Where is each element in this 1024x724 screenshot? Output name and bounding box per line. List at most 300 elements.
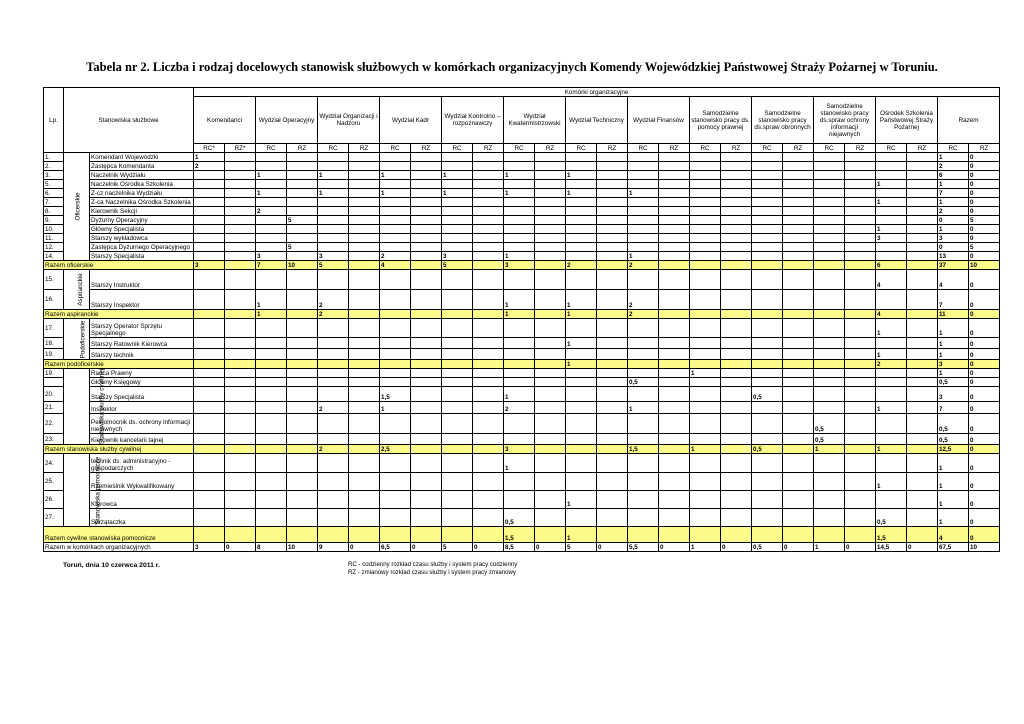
value-cell [721,153,752,162]
value-cell [349,198,380,207]
value-cell [597,491,628,509]
value-cell [783,527,814,543]
value-cell [628,387,659,402]
value-cell [442,162,473,171]
value-cell: 0 [969,402,1000,414]
staffing-table [43,87,1000,552]
value-cell [504,225,535,234]
value-cell: 7 [256,261,287,270]
value-cell [380,198,411,207]
position-name: Zastępca Komendanta [90,162,194,171]
value-cell [752,153,783,162]
value-cell [380,225,411,234]
value-cell [535,180,566,189]
value-cell [349,402,380,414]
value-cell [256,369,287,378]
value-cell [566,434,597,445]
col-header-lp: Lp. [44,88,64,153]
sum-row [44,261,1000,270]
value-cell [225,252,256,261]
value-cell [721,527,752,543]
value-cell [380,310,411,319]
value-cell [783,454,814,473]
value-cell [287,207,318,216]
lp-cell: 21. [44,402,64,414]
col-header-unit: Samodzielne stanowisko pracy ds.spraw obronnych [752,97,814,144]
value-cell [690,349,721,360]
value-cell [442,349,473,360]
value-cell [690,216,721,225]
value-cell [225,360,256,369]
col-header-unit: Wydział Finansów [628,97,690,144]
value-cell [659,319,690,338]
value-cell: 1 [876,473,907,491]
value-cell [349,216,380,225]
value-cell [256,216,287,225]
position-name: Pełnomocnik ds. ochrony informacji niejawnych [90,414,194,434]
value-cell [318,198,349,207]
value-cell [907,509,938,527]
position-name: Starszy Inspektor [90,290,194,310]
value-cell [256,234,287,243]
value-cell [783,261,814,270]
value-cell [380,319,411,338]
table-row [44,338,1000,349]
value-cell [225,349,256,360]
value-cell: 0 [969,454,1000,473]
lp-cell: 27. [44,509,64,527]
lp-cell: 14. [44,252,64,261]
value-cell [535,171,566,180]
value-cell [535,338,566,349]
table-row [44,243,1000,252]
value-cell [473,454,504,473]
col-header-sub: RZ [783,144,814,153]
sum-label: Razem podoficerskie [44,360,194,369]
value-cell [721,252,752,261]
value-cell [442,434,473,445]
value-cell [845,252,876,261]
value-cell [721,445,752,454]
value-cell [597,319,628,338]
value-cell [380,491,411,509]
value-cell [628,162,659,171]
col-header-sub: RZ [287,144,318,153]
value-cell [907,207,938,216]
value-cell [411,491,442,509]
value-cell [566,414,597,434]
value-cell [411,198,442,207]
value-cell: 1 [442,189,473,198]
value-cell [256,349,287,360]
value-cell [287,527,318,543]
value-cell: 5 [287,243,318,252]
value-cell [752,434,783,445]
value-cell [907,290,938,310]
value-cell [535,378,566,387]
value-cell [504,360,535,369]
value-cell: 0 [969,445,1000,454]
value-cell [814,378,845,387]
value-cell [473,378,504,387]
value-cell [845,473,876,491]
value-cell [194,349,225,360]
value-cell [318,207,349,216]
value-cell [411,527,442,543]
value-cell [287,378,318,387]
value-cell: 1 [504,252,535,261]
value-cell [845,225,876,234]
position-name: Naczelnik Wydziału [90,171,194,180]
value-cell [194,369,225,378]
value-cell [628,198,659,207]
value-cell [442,198,473,207]
total-label: Razem w komórkach organizacyjnych [44,543,194,552]
value-cell [535,445,566,454]
value-cell [659,414,690,434]
value-cell: 2 [194,162,225,171]
value-cell [473,216,504,225]
value-cell: 0,5 [938,414,969,434]
table-row [44,216,1000,225]
value-cell [256,491,287,509]
value-cell [845,360,876,369]
value-cell [597,162,628,171]
value-cell [473,310,504,319]
value-cell [349,180,380,189]
value-cell [287,414,318,434]
value-cell [721,402,752,414]
value-cell: 6 [876,261,907,270]
value-cell: 1 [566,491,597,509]
value-cell: 1,5 [504,527,535,543]
value-cell [659,290,690,310]
value-cell [721,378,752,387]
value-cell [225,310,256,319]
value-cell [380,509,411,527]
value-cell [659,445,690,454]
value-cell [752,378,783,387]
value-cell [628,360,659,369]
value-cell [194,189,225,198]
value-cell [814,369,845,378]
value-cell: 1 [876,349,907,360]
value-cell: 0 [969,162,1000,171]
value-cell [256,338,287,349]
value-cell [442,527,473,543]
value-cell [597,387,628,402]
value-cell [690,360,721,369]
value-cell [597,434,628,445]
table-row [44,153,1000,162]
value-cell [473,225,504,234]
value-cell [659,387,690,402]
value-cell [566,225,597,234]
value-cell: 1 [566,527,597,543]
value-cell [380,234,411,243]
value-cell [690,162,721,171]
value-cell: 5 [566,543,597,552]
value-cell [473,491,504,509]
value-cell [628,225,659,234]
value-cell [535,387,566,402]
value-cell [535,527,566,543]
value-cell [659,473,690,491]
value-cell [566,454,597,473]
lp-cell: 17. [44,319,64,338]
value-cell [566,378,597,387]
value-cell [814,509,845,527]
value-cell [845,261,876,270]
value-cell [690,387,721,402]
value-cell [349,225,380,234]
value-cell: 1,5 [876,527,907,543]
value-cell: 1 [504,387,535,402]
value-cell [349,319,380,338]
value-cell [380,473,411,491]
value-cell [442,290,473,310]
note-rc: RC - codzienny rozkład czasu służby i system pracy codzienny [348,561,518,568]
value-cell [318,338,349,349]
table-row [44,162,1000,171]
value-cell: 2 [938,207,969,216]
value-cell: 0 [659,543,690,552]
group-label: Podoficerskie [79,320,87,358]
value-cell [349,338,380,349]
table-row [44,319,1000,338]
value-cell [411,225,442,234]
value-cell [473,162,504,171]
value-cell [814,225,845,234]
value-cell: 1 [938,369,969,378]
lp-cell: 8. [44,207,64,216]
value-cell [566,369,597,378]
value-cell [597,445,628,454]
value-cell [349,509,380,527]
col-header-sub: RZ [969,144,1000,153]
value-cell [907,171,938,180]
value-cell [349,527,380,543]
value-cell [225,454,256,473]
lp-cell: 9. [44,216,64,225]
value-cell: 0 [597,543,628,552]
value-cell [380,527,411,543]
value-cell [256,445,287,454]
value-cell [845,270,876,290]
value-cell [597,454,628,473]
value-cell [442,360,473,369]
value-cell [349,153,380,162]
value-cell: 1 [938,198,969,207]
value-cell [411,454,442,473]
value-cell: 1,5 [628,445,659,454]
value-cell [287,189,318,198]
value-cell [318,369,349,378]
table-row [44,369,1000,378]
value-cell [535,207,566,216]
col-header-sub: RC [876,144,907,153]
value-cell [907,491,938,509]
position-name: Kierowca [90,491,194,509]
table-row [44,509,1000,527]
value-cell [566,387,597,402]
value-cell [876,434,907,445]
value-cell: 0 [969,473,1000,491]
value-cell: 0 [969,310,1000,319]
value-cell [349,310,380,319]
value-cell [721,216,752,225]
value-cell [349,378,380,387]
group-label-cell [64,454,102,527]
value-cell [659,527,690,543]
value-cell [411,270,442,290]
value-cell [845,491,876,509]
value-cell: 0 [969,225,1000,234]
value-cell: 0 [969,189,1000,198]
value-cell: 1 [256,171,287,180]
col-header-sub: RC [938,144,969,153]
value-cell [349,252,380,261]
value-cell [752,454,783,473]
value-cell [535,261,566,270]
value-cell: 1 [504,189,535,198]
value-cell [783,414,814,434]
value-cell [628,349,659,360]
value-cell [752,360,783,369]
position-name: Starszy Specjalista [90,387,194,402]
value-cell: 1 [690,445,721,454]
value-cell [380,414,411,434]
value-cell [752,243,783,252]
value-cell [597,310,628,319]
value-cell [752,527,783,543]
value-cell [597,180,628,189]
value-cell [349,243,380,252]
value-cell [845,243,876,252]
value-cell [504,234,535,243]
value-cell [287,162,318,171]
value-cell [287,369,318,378]
value-cell [225,189,256,198]
value-cell [721,349,752,360]
table-row [44,387,1000,402]
value-cell [349,290,380,310]
value-cell [814,473,845,491]
value-cell: 2 [318,445,349,454]
value-cell [845,319,876,338]
value-cell [876,189,907,198]
value-cell: 0 [969,198,1000,207]
value-cell [535,225,566,234]
value-cell [721,319,752,338]
value-cell [876,454,907,473]
value-cell [721,243,752,252]
value-cell [442,473,473,491]
value-cell [876,414,907,434]
value-cell [287,509,318,527]
legend-notes [348,561,517,577]
value-cell [690,234,721,243]
value-cell [473,509,504,527]
value-cell [907,473,938,491]
group-label-cell [64,270,90,310]
value-cell [845,349,876,360]
value-cell [473,369,504,378]
value-cell [318,454,349,473]
value-cell [442,243,473,252]
value-cell: 2 [876,360,907,369]
value-cell [535,369,566,378]
col-header-sub: RZ [845,144,876,153]
value-cell [380,270,411,290]
value-cell: 1 [504,310,535,319]
value-cell [256,198,287,207]
value-cell [535,234,566,243]
col-header-sub: RZ* [225,144,256,153]
value-cell: 0 [969,369,1000,378]
value-cell [783,402,814,414]
value-cell [628,319,659,338]
value-cell [628,338,659,349]
value-cell [194,454,225,473]
value-cell [566,207,597,216]
value-cell [907,252,938,261]
col-header-stanowiska: Stanowiska służbowe [64,88,194,153]
value-cell [876,216,907,225]
value-cell [566,252,597,261]
value-cell [473,319,504,338]
value-cell [535,454,566,473]
value-cell: 0 [969,171,1000,180]
value-cell [690,378,721,387]
value-cell: 1 [876,225,907,234]
value-cell [628,414,659,434]
value-cell [721,261,752,270]
value-cell [690,473,721,491]
value-cell: 3 [194,543,225,552]
value-cell [225,434,256,445]
value-cell: 12,5 [938,445,969,454]
col-header-unit: Wydział Operacyjny [256,97,318,144]
value-cell [752,207,783,216]
sum-row [44,310,1000,319]
value-cell [721,234,752,243]
position-name: Starszy Operator Sprzętu Specjalnego [90,319,194,338]
value-cell [442,319,473,338]
value-cell [473,207,504,216]
value-cell [504,491,535,509]
value-cell [349,473,380,491]
position-name: Główny Księgowy [90,378,194,387]
value-cell [814,243,845,252]
value-cell [380,162,411,171]
value-cell [876,207,907,216]
value-cell [783,473,814,491]
value-cell: 0 [969,527,1000,543]
position-name: Starszy Ratownik Kierowca [90,338,194,349]
value-cell [876,369,907,378]
value-cell [907,216,938,225]
value-cell [907,153,938,162]
page-title: Tabela nr 2. Liczba i rodzaj docelowych stanowisk służbowych w komórkach organizacyjnych Komendy Wojewódzkiej Państwowej Straży Pożarnej w Toruniu. [86,60,938,74]
value-cell [287,180,318,189]
value-cell [473,414,504,434]
value-cell [690,270,721,290]
value-cell [194,445,225,454]
sum-label: Razem cywilne stanowiska pomocnicze [44,527,194,543]
value-cell: 0,5 [628,378,659,387]
value-cell [442,445,473,454]
